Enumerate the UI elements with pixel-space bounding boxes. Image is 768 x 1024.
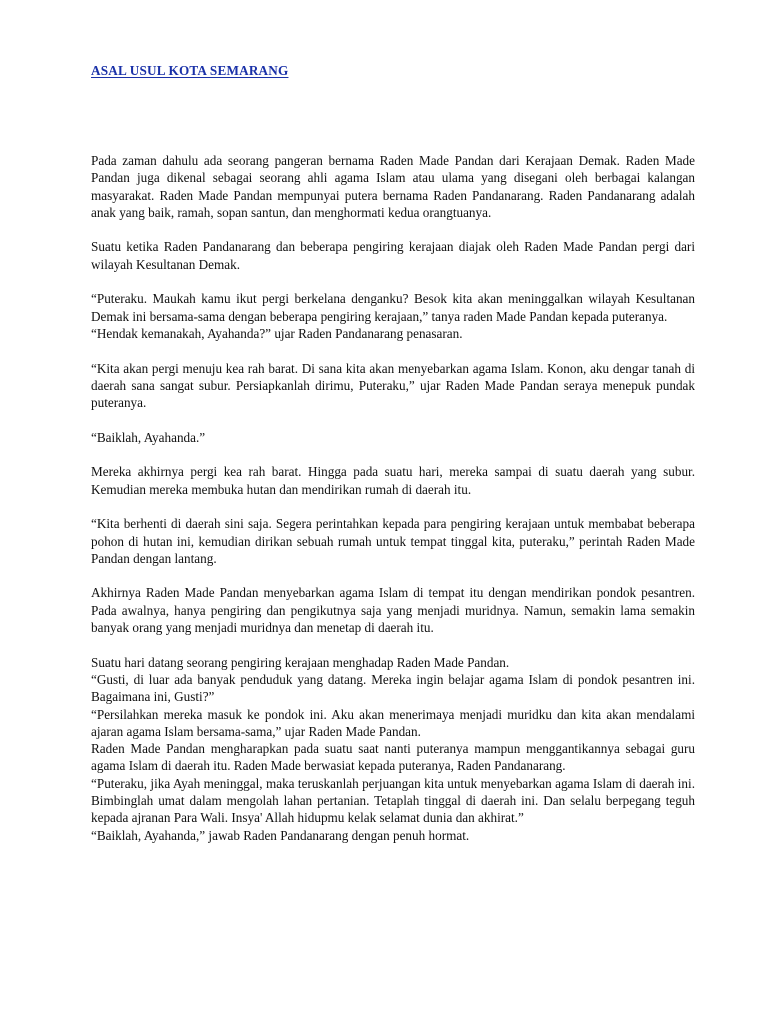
paragraph: “Persilahkan mereka masuk ke pondok ini. Aku akan menerimaya menjadi muridku dan kita akan mendalami ajaran agama Islam bersama-sama,” ujar Raden Made Pandan.: [91, 706, 695, 739]
paragraph: “Baiklah, Ayahanda.”: [91, 429, 206, 445]
paragraph: “Kita berhenti di daerah sini saja. Segera perintahkan kepada para pengiring kerajaan untuk membabat beberapa pohon di hutan ini, kemudian dirikan sebuah rumah untuk tempat tinggal kita, puteraku,” perintah Raden Made Pandan dengan lantang.: [91, 516, 695, 566]
paragraph: Suatu hari datang seorang pengiring kerajaan menghadap Raden Made Pandan.: [91, 654, 510, 670]
paragraph: “Hendak kemanakah, Ayahanda?” ujar Raden Pandanarang penasaran.: [91, 325, 463, 341]
document-title: ASAL USUL KOTA SEMARANG: [91, 63, 289, 78]
paragraph: “Puteraku. Maukah kamu ikut pergi berkelana denganku? Besok kita akan meninggalkan wilayah Kesultanan Demak ini bersama-sama dengan beberapa pengiring kerajaan,” tanya raden Made Pandan kepada puteranya.: [91, 291, 695, 324]
paragraph: Raden Made Pandan mengharapkan pada suatu saat nanti puteranya mampun menggantikannya sebagai guru agama Islam di daerah itu. Raden Made berwasiat kepada puteranya, Raden Pandanarang.: [91, 741, 695, 774]
paragraph: “Puteraku, jika Ayah meninggal, maka teruskanlah perjuangan kita untuk menyebarkan agama Islam di daerah ini. Bimbinglah umat dalam mengolah lahan pertanian. Tetaplah tinggal di daerah ini. Dan selalu berpegang teguh kepada ajranan Para Wali. Insya' Allah hidupmu kelak selamat dunia dan akhirat.”: [91, 775, 695, 826]
paragraph: Akhirnya Raden Made Pandan menyebarkan agama Islam di tempat itu dengan mendirikan pondok pesantren. Pada awalnya, hanya pengiring dan pengikutnya saja yang menjadi muridnya. Namun, semakin lama semakin banyak orang yang menjadi muridnya dan menetap di daerah itu.: [91, 585, 695, 636]
document-body: [91, 152, 695, 844]
paragraph: Mereka akhirnya pergi kea rah barat. Hingga pada suatu hari, mereka sampai di suatu daerah yang subur. Kemudian mereka membuka hutan dan mendirikan rumah di daerah itu.: [91, 464, 695, 497]
paragraph: “Gusti, di luar ada banyak penduduk yang datang. Mereka ingin belajar agama Islam di pondok pesantren ini. Bagaimana ini, Gusti?”: [91, 671, 695, 705]
paragraph: Suatu ketika Raden Pandanarang dan beberapa pengiring kerajaan diajak oleh Raden Made Pandan pergi dari wilayah Kesultanan Demak.: [91, 239, 695, 272]
paragraph: Pada zaman dahulu ada seorang pangeran bernama Raden Made Pandan dari Kerajaan Demak. Raden Made Pandan juga dikenal sebagai seorang ahli agama Islam atau ulama yang disegani oleh berbagai kalangan masyarakat. Raden Made Pandan mempunyai putera bernama Raden Pandanarang. Raden Pandanarang adalah anak yang baik, ramah, sopan santun, dan menghormati kedua orangtuanya.: [91, 153, 695, 220]
paragraph: “Kita akan pergi menuju kea rah barat. Di sana kita akan menyebarkan agama Islam. Konon, aku dengar tanah di daerah sana sangat subur. Persiapkanlah dirimu, Puteraku,” ujar Raden Made Pandan seraya menepuk pundak puteranya.: [91, 360, 695, 411]
paragraph: “Baiklah, Ayahanda,” jawab Raden Pandanarang dengan penuh hormat.: [91, 827, 470, 843]
